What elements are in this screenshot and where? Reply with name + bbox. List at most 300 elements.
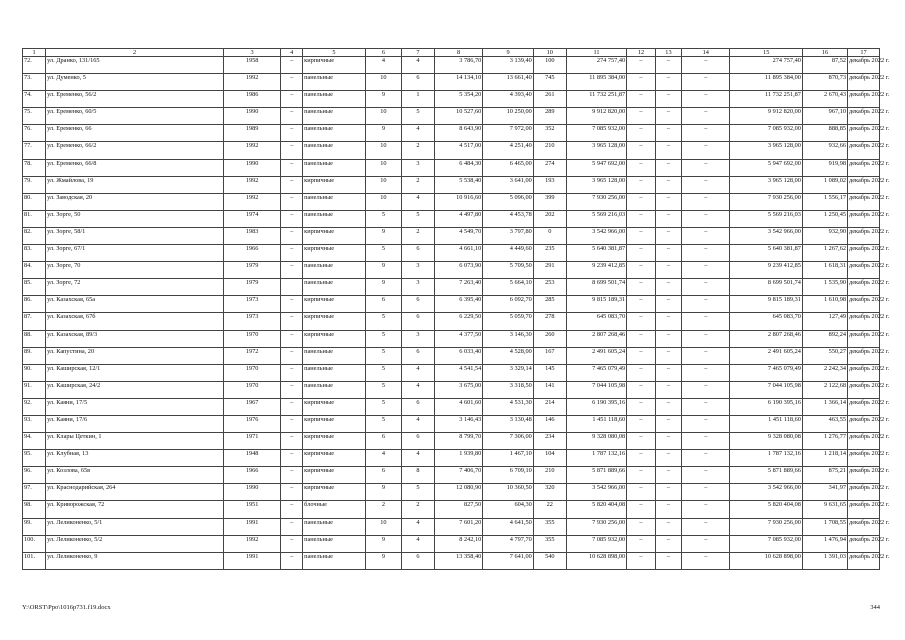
row-number-cell: 77. bbox=[23, 142, 46, 159]
living-area-cell: 6 465,00 bbox=[483, 159, 534, 176]
address-cell: ул. Еременко, 60/5 bbox=[46, 108, 224, 125]
reconstruction-year-cell: – bbox=[281, 518, 303, 535]
entrances-cell: 2 bbox=[402, 227, 435, 244]
cost-owners-funds-cell: 3 542 966,00 bbox=[730, 227, 803, 244]
living-area-cell: 13 661,40 bbox=[483, 74, 534, 91]
floors-cell: 5 bbox=[365, 364, 401, 381]
reconstruction-year-cell: – bbox=[281, 484, 303, 501]
address-cell: ул. Каширская, 12/1 bbox=[46, 364, 224, 381]
living-area-cell: 3 146,30 bbox=[483, 330, 534, 347]
cost-owners-funds-cell: 10 628 898,00 bbox=[730, 552, 803, 569]
table-row bbox=[23, 552, 880, 569]
total-cost-cell: 1 451 118,60 bbox=[566, 415, 626, 432]
cost-col-13-cell: – bbox=[655, 450, 681, 467]
cost-col-14-cell: – bbox=[682, 381, 730, 398]
cost-col-12-cell: – bbox=[627, 381, 656, 398]
total-area-cell: 3 675,00 bbox=[434, 381, 482, 398]
total-cost-cell: 11 732 251,87 bbox=[566, 91, 626, 108]
cost-col-13-cell: – bbox=[655, 415, 681, 432]
residents-cell: 261 bbox=[533, 91, 566, 108]
row-number-cell: 97. bbox=[23, 484, 46, 501]
specific-cost-cell: 463,55 bbox=[802, 415, 847, 432]
residents-cell: 145 bbox=[533, 364, 566, 381]
total-area-cell: 13 358,40 bbox=[434, 552, 482, 569]
wall-material-cell: панельные bbox=[303, 262, 366, 279]
residents-cell: 745 bbox=[533, 74, 566, 91]
total-area-cell: 5 538,40 bbox=[434, 176, 482, 193]
reconstruction-year-cell: – bbox=[281, 262, 303, 279]
entrances-cell: 4 bbox=[402, 450, 435, 467]
living-area-cell: 1 467,10 bbox=[483, 450, 534, 467]
reconstruction-year-cell: – bbox=[281, 381, 303, 398]
year-built-cell: 1967 bbox=[224, 398, 281, 415]
table-row bbox=[23, 535, 880, 552]
wall-material-cell: панельные bbox=[303, 381, 366, 398]
specific-cost-cell: 932,90 bbox=[802, 227, 847, 244]
cost-col-14-cell: – bbox=[682, 518, 730, 535]
cost-col-13-cell: – bbox=[655, 227, 681, 244]
reconstruction-year-cell: – bbox=[281, 450, 303, 467]
table-row bbox=[23, 501, 880, 518]
wall-material-cell: кирпичные bbox=[303, 330, 366, 347]
living-area-cell: 4 641,50 bbox=[483, 518, 534, 535]
address-cell: ул. Каширская, 24/2 bbox=[46, 381, 224, 398]
residents-cell: 193 bbox=[533, 176, 566, 193]
specific-cost-cell: 919,98 bbox=[802, 159, 847, 176]
residents-cell: 234 bbox=[533, 433, 566, 450]
cost-owners-funds-cell: 7 930 256,00 bbox=[730, 518, 803, 535]
entrances-cell: 8 bbox=[402, 467, 435, 484]
total-cost-cell: 8 699 501,74 bbox=[566, 279, 626, 296]
address-cell: ул. Леликоненко, 5/1 bbox=[46, 518, 224, 535]
entrances-cell: 2 bbox=[402, 501, 435, 518]
wall-material-cell: панельные bbox=[303, 142, 366, 159]
wall-material-cell: кирпичные bbox=[303, 415, 366, 432]
entrances-cell: 4 bbox=[402, 535, 435, 552]
planned-completion-cell: декабрь 2022 г. bbox=[848, 364, 880, 381]
floors-cell: 9 bbox=[365, 91, 401, 108]
cost-col-14-cell: – bbox=[682, 210, 730, 227]
residents-cell: 100 bbox=[533, 57, 566, 74]
cost-col-12-cell: – bbox=[627, 501, 656, 518]
address-cell: ул. Еременко, 66/2 bbox=[46, 142, 224, 159]
entrances-cell: 4 bbox=[402, 57, 435, 74]
cost-col-13-cell: – bbox=[655, 484, 681, 501]
year-built-cell: 1974 bbox=[224, 210, 281, 227]
total-area-cell: 3 786,70 bbox=[434, 57, 482, 74]
cost-col-13-cell: – bbox=[655, 279, 681, 296]
cost-col-14-cell: – bbox=[682, 398, 730, 415]
table-row bbox=[23, 210, 880, 227]
floors-cell: 5 bbox=[365, 381, 401, 398]
year-built-cell: 1966 bbox=[224, 245, 281, 262]
cost-col-13-cell: – bbox=[655, 74, 681, 91]
planned-completion-cell: декабрь 2022 г. bbox=[848, 518, 880, 535]
wall-material-cell: панельные bbox=[303, 347, 366, 364]
address-cell: ул. Козлова, 65в bbox=[46, 467, 224, 484]
entrances-cell: 3 bbox=[402, 159, 435, 176]
table-row bbox=[23, 415, 880, 432]
total-area-cell: 4 541,54 bbox=[434, 364, 482, 381]
column-number-11: 11 bbox=[566, 49, 626, 57]
table-row bbox=[23, 108, 880, 125]
table-row bbox=[23, 125, 880, 142]
planned-completion-cell: декабрь 2022 г. bbox=[848, 313, 880, 330]
table-row bbox=[23, 193, 880, 210]
floors-cell: 10 bbox=[365, 518, 401, 535]
table-row bbox=[23, 74, 880, 91]
cost-col-13-cell: – bbox=[655, 398, 681, 415]
reconstruction-year-cell: – bbox=[281, 245, 303, 262]
cost-col-12-cell: – bbox=[627, 279, 656, 296]
cost-col-12-cell: – bbox=[627, 364, 656, 381]
planned-completion-cell: декабрь 2022 г. bbox=[848, 552, 880, 569]
planned-completion-cell: декабрь 2022 г. bbox=[848, 415, 880, 432]
planned-completion-cell: декабрь 2022 г. bbox=[848, 262, 880, 279]
cost-col-14-cell: – bbox=[682, 159, 730, 176]
table-row bbox=[23, 245, 880, 262]
year-built-cell: 1976 bbox=[224, 415, 281, 432]
cost-col-14-cell: – bbox=[682, 245, 730, 262]
living-area-cell: 3 318,50 bbox=[483, 381, 534, 398]
address-cell: ул. Клары Цеткин, 1 bbox=[46, 433, 224, 450]
living-area-cell: 7 972,00 bbox=[483, 125, 534, 142]
planned-completion-cell: декабрь 2022 г. bbox=[848, 125, 880, 142]
floors-cell: 10 bbox=[365, 193, 401, 210]
year-built-cell: 1990 bbox=[224, 159, 281, 176]
entrances-cell: 6 bbox=[402, 296, 435, 313]
cost-owners-funds-cell: 1 451 118,60 bbox=[730, 415, 803, 432]
cost-col-13-cell: – bbox=[655, 125, 681, 142]
row-number-cell: 80. bbox=[23, 193, 46, 210]
planned-completion-cell: декабрь 2022 г. bbox=[848, 296, 880, 313]
specific-cost-cell: 892,24 bbox=[802, 330, 847, 347]
row-number-cell: 84. bbox=[23, 262, 46, 279]
planned-completion-cell: декабрь 2022 г. bbox=[848, 347, 880, 364]
entrances-cell: 6 bbox=[402, 245, 435, 262]
residents-cell: 274 bbox=[533, 159, 566, 176]
floors-cell: 5 bbox=[365, 330, 401, 347]
wall-material-cell: кирпичные bbox=[303, 57, 366, 74]
specific-cost-cell: 1 610,98 bbox=[802, 296, 847, 313]
row-number-cell: 94. bbox=[23, 433, 46, 450]
floors-cell: 2 bbox=[365, 501, 401, 518]
address-cell: ул. Капустина, 20 bbox=[46, 347, 224, 364]
cost-col-12-cell: – bbox=[627, 74, 656, 91]
living-area-cell: 4 528,00 bbox=[483, 347, 534, 364]
total-area-cell: 4 377,50 bbox=[434, 330, 482, 347]
total-area-cell: 12 080,90 bbox=[434, 484, 482, 501]
year-built-cell: 1970 bbox=[224, 364, 281, 381]
wall-material-cell: панельные bbox=[303, 552, 366, 569]
total-area-cell: 6 395,40 bbox=[434, 296, 482, 313]
column-number-4: 4 bbox=[281, 49, 303, 57]
entrances-cell: 5 bbox=[402, 108, 435, 125]
floors-cell: 5 bbox=[365, 415, 401, 432]
living-area-cell: 4 449,60 bbox=[483, 245, 534, 262]
reconstruction-year-cell: – bbox=[281, 227, 303, 244]
planned-completion-cell: декабрь 2022 г. bbox=[848, 398, 880, 415]
planned-completion-cell: декабрь 2022 г. bbox=[848, 433, 880, 450]
floors-cell: 9 bbox=[365, 279, 401, 296]
planned-completion-cell: декабрь 2022 г. bbox=[848, 381, 880, 398]
address-cell: ул. Зорге, 70 bbox=[46, 262, 224, 279]
wall-material-cell: кирпичные bbox=[303, 467, 366, 484]
reconstruction-year-cell: – bbox=[281, 57, 303, 74]
specific-cost-cell: 2 242,34 bbox=[802, 364, 847, 381]
residents-cell: 260 bbox=[533, 330, 566, 347]
reconstruction-year-cell: – bbox=[281, 125, 303, 142]
table-row bbox=[23, 142, 880, 159]
wall-material-cell: панельные bbox=[303, 535, 366, 552]
cost-col-14-cell: – bbox=[682, 347, 730, 364]
total-area-cell: 10 527,60 bbox=[434, 108, 482, 125]
reconstruction-year-cell: – bbox=[281, 159, 303, 176]
row-number-cell: 78. bbox=[23, 159, 46, 176]
wall-material-cell: панельные bbox=[303, 74, 366, 91]
wall-material-cell: кирпичные bbox=[303, 313, 366, 330]
table-row bbox=[23, 347, 880, 364]
floors-cell: 9 bbox=[365, 227, 401, 244]
residents-cell: 291 bbox=[533, 262, 566, 279]
cost-col-13-cell: – bbox=[655, 176, 681, 193]
cost-col-12-cell: – bbox=[627, 467, 656, 484]
year-built-cell: 1966 bbox=[224, 467, 281, 484]
living-area-cell: 10 360,50 bbox=[483, 484, 534, 501]
row-number-cell: 72. bbox=[23, 57, 46, 74]
year-built-cell: 1986 bbox=[224, 91, 281, 108]
year-built-cell: 1992 bbox=[224, 176, 281, 193]
cost-owners-funds-cell: 5 947 692,00 bbox=[730, 159, 803, 176]
living-area-cell: 10 250,00 bbox=[483, 108, 534, 125]
row-number-cell: 100. bbox=[23, 535, 46, 552]
total-area-cell: 6 033,40 bbox=[434, 347, 482, 364]
cost-owners-funds-cell: 5 871 889,66 bbox=[730, 467, 803, 484]
planned-completion-cell: декабрь 2022 г. bbox=[848, 227, 880, 244]
residents-cell: 355 bbox=[533, 518, 566, 535]
total-cost-cell: 9 815 189,31 bbox=[566, 296, 626, 313]
living-area-cell: 3 139,40 bbox=[483, 57, 534, 74]
floors-cell: 5 bbox=[365, 210, 401, 227]
wall-material-cell: кирпичные bbox=[303, 176, 366, 193]
address-cell: ул. Каяни, 17/5 bbox=[46, 398, 224, 415]
address-cell: ул. Казахская, 89/3 bbox=[46, 330, 224, 347]
reconstruction-year-cell: – bbox=[281, 313, 303, 330]
cost-col-14-cell: – bbox=[682, 57, 730, 74]
row-number-cell: 89. bbox=[23, 347, 46, 364]
year-built-cell: 1992 bbox=[224, 535, 281, 552]
total-cost-cell: 3 965 128,00 bbox=[566, 142, 626, 159]
total-cost-cell: 9 328 080,08 bbox=[566, 433, 626, 450]
total-cost-cell: 645 083,70 bbox=[566, 313, 626, 330]
total-cost-cell: 6 190 395,16 bbox=[566, 398, 626, 415]
total-area-cell: 7 601,20 bbox=[434, 518, 482, 535]
row-number-cell: 92. bbox=[23, 398, 46, 415]
floors-cell: 5 bbox=[365, 313, 401, 330]
reconstruction-year-cell: – bbox=[281, 364, 303, 381]
cost-col-13-cell: – bbox=[655, 347, 681, 364]
cost-col-14-cell: – bbox=[682, 74, 730, 91]
planned-completion-cell: декабрь 2022 г. bbox=[848, 330, 880, 347]
entrances-cell: 6 bbox=[402, 313, 435, 330]
cost-col-12-cell: – bbox=[627, 245, 656, 262]
residents-cell: 285 bbox=[533, 296, 566, 313]
reconstruction-year-cell: – bbox=[281, 347, 303, 364]
cost-owners-funds-cell: 7 085 932,00 bbox=[730, 535, 803, 552]
address-cell: ул. Зорге, 67/1 bbox=[46, 245, 224, 262]
planned-completion-cell: декабрь 2022 г. bbox=[848, 484, 880, 501]
row-number-cell: 91. bbox=[23, 381, 46, 398]
reconstruction-year-cell: – bbox=[281, 74, 303, 91]
floors-cell: 9 bbox=[365, 262, 401, 279]
wall-material-cell: кирпичные bbox=[303, 245, 366, 262]
row-number-cell: 95. bbox=[23, 450, 46, 467]
entrances-cell: 5 bbox=[402, 210, 435, 227]
cost-col-13-cell: – bbox=[655, 210, 681, 227]
total-cost-cell: 7 044 105,98 bbox=[566, 381, 626, 398]
cost-col-14-cell: – bbox=[682, 279, 730, 296]
address-cell: ул. Краснодарийская, 264 bbox=[46, 484, 224, 501]
cost-col-12-cell: – bbox=[627, 176, 656, 193]
cost-col-12-cell: – bbox=[627, 262, 656, 279]
reconstruction-year-cell: – bbox=[281, 552, 303, 569]
cost-col-12-cell: – bbox=[627, 193, 656, 210]
cost-col-14-cell: – bbox=[682, 313, 730, 330]
living-area-cell: 3 797,80 bbox=[483, 227, 534, 244]
specific-cost-cell: 1 618,31 bbox=[802, 262, 847, 279]
cost-col-14-cell: – bbox=[682, 296, 730, 313]
total-cost-cell: 7 930 256,00 bbox=[566, 193, 626, 210]
year-built-cell: 1951 bbox=[224, 501, 281, 518]
cost-col-14-cell: – bbox=[682, 535, 730, 552]
cost-col-13-cell: – bbox=[655, 501, 681, 518]
total-cost-cell: 1 787 132,16 bbox=[566, 450, 626, 467]
table-row bbox=[23, 57, 880, 74]
row-number-cell: 96. bbox=[23, 467, 46, 484]
cost-col-14-cell: – bbox=[682, 433, 730, 450]
total-area-cell: 4 661,10 bbox=[434, 245, 482, 262]
total-cost-cell: 7 930 256,00 bbox=[566, 518, 626, 535]
specific-cost-cell: 1 276,77 bbox=[802, 433, 847, 450]
row-number-cell: 88. bbox=[23, 330, 46, 347]
living-area-cell: 4 251,40 bbox=[483, 142, 534, 159]
floors-cell: 5 bbox=[365, 245, 401, 262]
specific-cost-cell: 341,97 bbox=[802, 484, 847, 501]
specific-cost-cell: 2 122,68 bbox=[802, 381, 847, 398]
address-cell: ул. Зорге, 72 bbox=[46, 279, 224, 296]
year-built-cell: 1990 bbox=[224, 108, 281, 125]
year-built-cell: 1991 bbox=[224, 518, 281, 535]
entrances-cell: 6 bbox=[402, 433, 435, 450]
cost-col-14-cell: – bbox=[682, 91, 730, 108]
cost-col-12-cell: – bbox=[627, 398, 656, 415]
residents-cell: 0 bbox=[533, 227, 566, 244]
wall-material-cell: кирпичные bbox=[303, 398, 366, 415]
living-area-cell: 6 092,70 bbox=[483, 296, 534, 313]
total-area-cell: 7 263,40 bbox=[434, 279, 482, 296]
living-area-cell: 5 096,00 bbox=[483, 193, 534, 210]
wall-material-cell: панельные bbox=[303, 518, 366, 535]
total-cost-cell: 9 912 820,00 bbox=[566, 108, 626, 125]
row-number-cell: 93. bbox=[23, 415, 46, 432]
total-cost-cell: 3 965 128,00 bbox=[566, 176, 626, 193]
total-area-cell: 827,50 bbox=[434, 501, 482, 518]
specific-cost-cell: 1 218,14 bbox=[802, 450, 847, 467]
row-number-cell: 90. bbox=[23, 364, 46, 381]
cost-col-12-cell: – bbox=[627, 210, 656, 227]
cost-owners-funds-cell: 645 083,70 bbox=[730, 313, 803, 330]
specific-cost-cell: 1 476,94 bbox=[802, 535, 847, 552]
cost-col-12-cell: – bbox=[627, 450, 656, 467]
total-cost-cell: 5 871 889,66 bbox=[566, 467, 626, 484]
reconstruction-year-cell: – bbox=[281, 467, 303, 484]
cost-owners-funds-cell: 3 542 966,00 bbox=[730, 484, 803, 501]
cost-owners-funds-cell: 6 190 395,16 bbox=[730, 398, 803, 415]
address-cell: ул. Казахская, 67б bbox=[46, 313, 224, 330]
total-cost-cell: 5 947 692,00 bbox=[566, 159, 626, 176]
address-cell: ул. Дранко, 131/165 bbox=[46, 57, 224, 74]
living-area-cell: 5 709,50 bbox=[483, 262, 534, 279]
residents-cell: 289 bbox=[533, 108, 566, 125]
floors-cell: 9 bbox=[365, 484, 401, 501]
column-number-12: 12 bbox=[627, 49, 656, 57]
cost-owners-funds-cell: 7 930 256,00 bbox=[730, 193, 803, 210]
column-number-7: 7 bbox=[402, 49, 435, 57]
wall-material-cell: панельные bbox=[303, 159, 366, 176]
table-row bbox=[23, 518, 880, 535]
floors-cell: 5 bbox=[365, 347, 401, 364]
reconstruction-year-cell: – bbox=[281, 91, 303, 108]
housing-register-table bbox=[22, 48, 890, 570]
column-number-3: 3 bbox=[224, 49, 281, 57]
total-area-cell: 14 134,10 bbox=[434, 74, 482, 91]
entrances-cell: 4 bbox=[402, 193, 435, 210]
reconstruction-year-cell bbox=[281, 279, 303, 296]
year-built-cell: 1958 bbox=[224, 57, 281, 74]
year-built-cell: 1992 bbox=[224, 74, 281, 91]
total-cost-cell: 5 820 404,08 bbox=[566, 501, 626, 518]
cost-col-12-cell: – bbox=[627, 159, 656, 176]
entrances-cell: 3 bbox=[402, 330, 435, 347]
year-built-cell: 1971 bbox=[224, 433, 281, 450]
cost-col-14-cell: – bbox=[682, 415, 730, 432]
row-number-cell: 76. bbox=[23, 125, 46, 142]
total-cost-cell: 274 757,40 bbox=[566, 57, 626, 74]
total-area-cell: 3 146,43 bbox=[434, 415, 482, 432]
table-row bbox=[23, 296, 880, 313]
cost-col-13-cell: – bbox=[655, 296, 681, 313]
living-area-cell: 3 130,48 bbox=[483, 415, 534, 432]
column-number-2: 2 bbox=[46, 49, 224, 57]
table-row bbox=[23, 484, 880, 501]
row-number-cell: 98. bbox=[23, 501, 46, 518]
cost-owners-funds-cell: 11 732 251,87 bbox=[730, 91, 803, 108]
cost-col-12-cell: – bbox=[627, 313, 656, 330]
cost-col-13-cell: – bbox=[655, 193, 681, 210]
total-area-cell: 8 799,70 bbox=[434, 433, 482, 450]
entrances-cell: 6 bbox=[402, 347, 435, 364]
total-area-cell: 1 939,80 bbox=[434, 450, 482, 467]
total-cost-cell: 7 085 932,00 bbox=[566, 125, 626, 142]
table-row bbox=[23, 467, 880, 484]
cost-col-12-cell: – bbox=[627, 296, 656, 313]
reconstruction-year-cell: – bbox=[281, 296, 303, 313]
cost-col-14-cell: – bbox=[682, 125, 730, 142]
document-file-path: Y:\ORST\Ppo\1016p731.f19.docx bbox=[22, 604, 111, 611]
column-number-14: 14 bbox=[682, 49, 730, 57]
wall-material-cell: блочные bbox=[303, 501, 366, 518]
row-number-cell: 82. bbox=[23, 227, 46, 244]
